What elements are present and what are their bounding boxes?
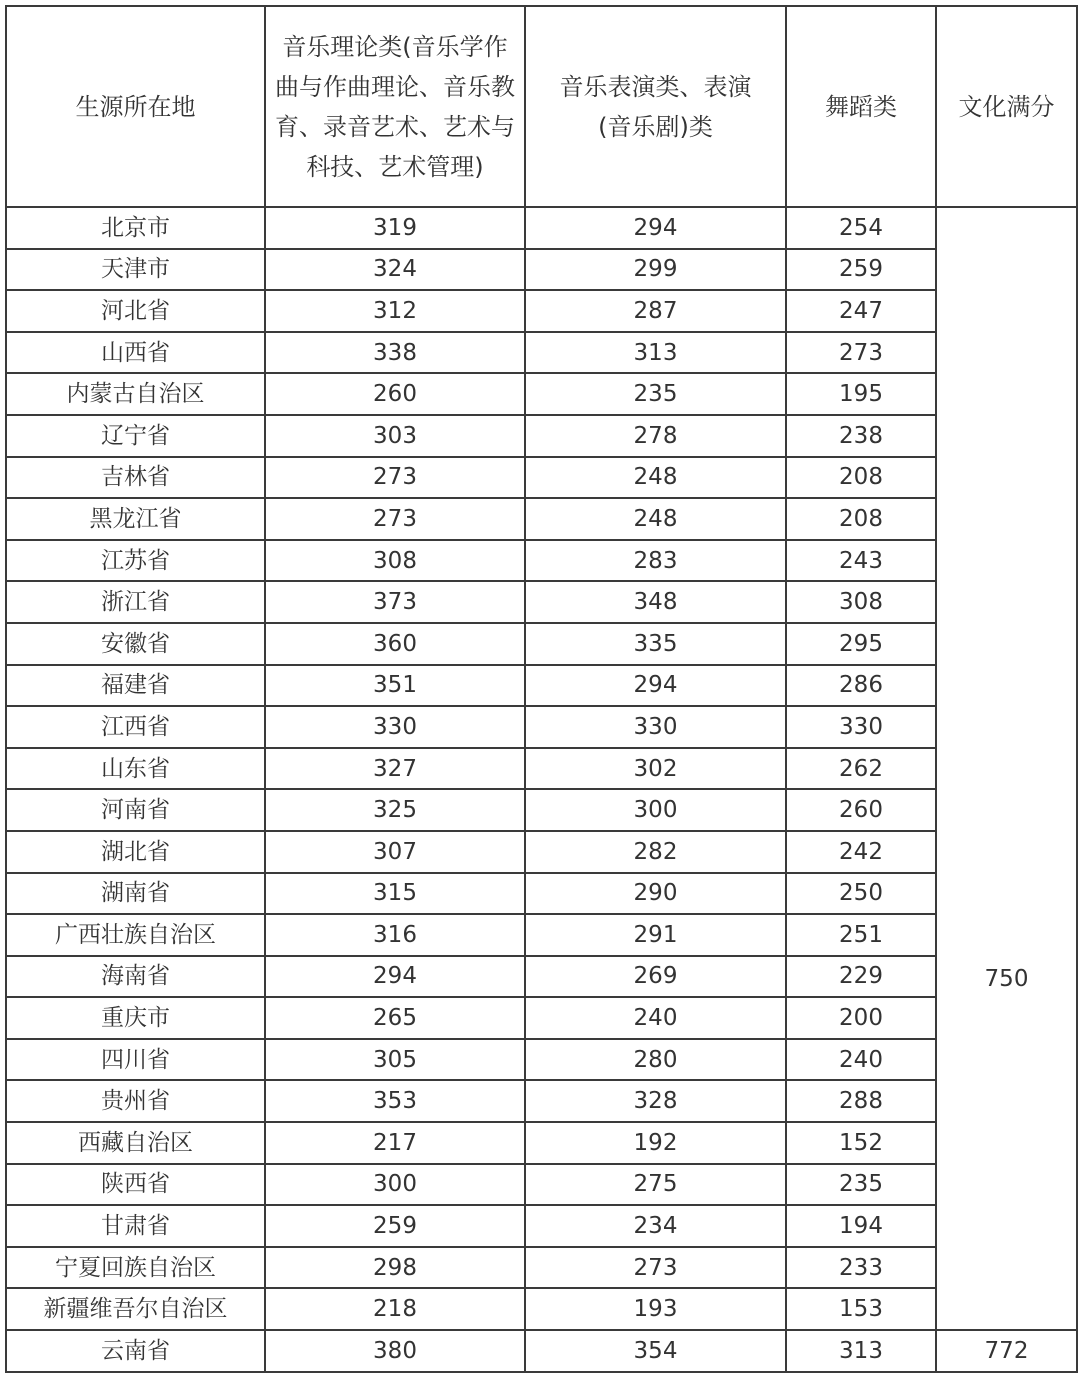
- cell-region: 宁夏回族自治区: [6, 1247, 265, 1289]
- cell-region: 海南省: [6, 956, 265, 998]
- cell-region: 天津市: [6, 249, 265, 291]
- cell-performance: 248: [525, 498, 786, 540]
- table-row: [6, 956, 1077, 998]
- cell-region: 浙江省: [6, 581, 265, 623]
- cell-theory: 353: [265, 1080, 525, 1122]
- cell-theory: 217: [265, 1122, 525, 1164]
- cell-dance: 308: [786, 581, 936, 623]
- cell-theory: 312: [265, 290, 525, 332]
- cell-dance: 259: [786, 249, 936, 291]
- cell-dance: 200: [786, 997, 936, 1039]
- table-row: [6, 873, 1077, 915]
- table-row: [6, 498, 1077, 540]
- table-row: [6, 1164, 1077, 1206]
- cell-theory: 260: [265, 373, 525, 415]
- cell-performance: 193: [525, 1288, 786, 1330]
- cell-dance: 251: [786, 914, 936, 956]
- cell-theory: 373: [265, 581, 525, 623]
- cell-theory: 338: [265, 332, 525, 374]
- cell-performance: 290: [525, 873, 786, 915]
- cell-dance: 286: [786, 665, 936, 707]
- cell-dance: 250: [786, 873, 936, 915]
- table-row: [6, 1330, 1077, 1372]
- table-row: [6, 1122, 1077, 1164]
- cell-performance: 302: [525, 748, 786, 790]
- cell-performance: 335: [525, 623, 786, 665]
- cell-theory: 315: [265, 873, 525, 915]
- header-row: [6, 6, 1077, 207]
- cell-performance: 280: [525, 1039, 786, 1081]
- cell-dance: 235: [786, 1164, 936, 1206]
- table-row: [6, 373, 1077, 415]
- table-row: [6, 249, 1077, 291]
- cell-dance: 295: [786, 623, 936, 665]
- cell-dance: 152: [786, 1122, 936, 1164]
- cell-performance: 248: [525, 457, 786, 499]
- cell-theory: 325: [265, 789, 525, 831]
- cell-theory: 308: [265, 540, 525, 582]
- table-row: [6, 748, 1077, 790]
- cell-dance: 243: [786, 540, 936, 582]
- cell-region: 贵州省: [6, 1080, 265, 1122]
- cell-performance: 278: [525, 415, 786, 457]
- table-body: [6, 207, 1077, 1372]
- cell-theory: 303: [265, 415, 525, 457]
- cell-dance: 260: [786, 789, 936, 831]
- table-row: [6, 1247, 1077, 1289]
- cell-dance: 195: [786, 373, 936, 415]
- cell-region: 云南省: [6, 1330, 265, 1372]
- header-theory: 音乐理论类(音乐学作曲与作曲理论、音乐教育、录音艺术、艺术与科技、艺术管理): [265, 6, 525, 207]
- cell-performance: 275: [525, 1164, 786, 1206]
- cell-region: 湖北省: [6, 831, 265, 873]
- cell-theory: 307: [265, 831, 525, 873]
- cell-performance: 283: [525, 540, 786, 582]
- table-row: [6, 1039, 1077, 1081]
- cell-theory: 319: [265, 207, 525, 249]
- cell-region: 吉林省: [6, 457, 265, 499]
- table-row: [6, 831, 1077, 873]
- header-region: 生源所在地: [6, 6, 265, 207]
- cell-region: 黑龙江省: [6, 498, 265, 540]
- cell-dance: 247: [786, 290, 936, 332]
- cell-theory: 380: [265, 1330, 525, 1372]
- cell-theory: 273: [265, 498, 525, 540]
- table-row: [6, 290, 1077, 332]
- table-row: [6, 415, 1077, 457]
- table-row: [6, 789, 1077, 831]
- cell-dance: 238: [786, 415, 936, 457]
- cell-performance: 269: [525, 956, 786, 998]
- cell-theory: 300: [265, 1164, 525, 1206]
- cell-region: 山西省: [6, 332, 265, 374]
- cell-performance: 354: [525, 1330, 786, 1372]
- cell-region: 河南省: [6, 789, 265, 831]
- header-culture-full: 文化满分: [936, 6, 1077, 207]
- cell-region: 西藏自治区: [6, 1122, 265, 1164]
- cell-theory: 305: [265, 1039, 525, 1081]
- cell-performance: 330: [525, 706, 786, 748]
- table-row: [6, 207, 1077, 249]
- cell-region: 甘肃省: [6, 1205, 265, 1247]
- cell-performance: 273: [525, 1247, 786, 1289]
- table-row: [6, 1080, 1077, 1122]
- cell-performance: 240: [525, 997, 786, 1039]
- cell-region: 新疆维吾尔自治区: [6, 1288, 265, 1330]
- cell-theory: 265: [265, 997, 525, 1039]
- cell-region: 陕西省: [6, 1164, 265, 1206]
- cell-dance: 273: [786, 332, 936, 374]
- table-row: [6, 914, 1077, 956]
- cell-region: 山东省: [6, 748, 265, 790]
- table-row: [6, 665, 1077, 707]
- cell-performance: 294: [525, 207, 786, 249]
- cell-theory: 327: [265, 748, 525, 790]
- cell-performance: 294: [525, 665, 786, 707]
- cell-theory: 273: [265, 457, 525, 499]
- cell-performance: 348: [525, 581, 786, 623]
- table-row: [6, 623, 1077, 665]
- cell-theory: 294: [265, 956, 525, 998]
- cell-region: 重庆市: [6, 997, 265, 1039]
- cell-theory: 218: [265, 1288, 525, 1330]
- table-row: [6, 997, 1077, 1039]
- cell-theory: 324: [265, 249, 525, 291]
- cell-dance: 194: [786, 1205, 936, 1247]
- header-performance: 音乐表演类、表演(音乐剧)类: [525, 6, 786, 207]
- cell-theory: 316: [265, 914, 525, 956]
- cell-dance: 288: [786, 1080, 936, 1122]
- cell-region: 广西壮族自治区: [6, 914, 265, 956]
- cell-performance: 291: [525, 914, 786, 956]
- cell-culture-full-merged: 750: [936, 207, 1077, 1330]
- cell-theory: 351: [265, 665, 525, 707]
- cell-dance: 233: [786, 1247, 936, 1289]
- cell-performance: 328: [525, 1080, 786, 1122]
- table-row: [6, 332, 1077, 374]
- cell-culture-full-yunnan: 772: [936, 1330, 1077, 1372]
- cell-dance: 242: [786, 831, 936, 873]
- cell-region: 江苏省: [6, 540, 265, 582]
- cell-performance: 300: [525, 789, 786, 831]
- cell-performance: 234: [525, 1205, 786, 1247]
- cell-performance: 192: [525, 1122, 786, 1164]
- cell-performance: 287: [525, 290, 786, 332]
- cell-region: 四川省: [6, 1039, 265, 1081]
- table-row: [6, 1205, 1077, 1247]
- cell-performance: 235: [525, 373, 786, 415]
- cell-dance: 208: [786, 498, 936, 540]
- cell-region: 内蒙古自治区: [6, 373, 265, 415]
- cell-region: 北京市: [6, 207, 265, 249]
- cell-dance: 240: [786, 1039, 936, 1081]
- table-row: [6, 457, 1077, 499]
- cell-theory: 330: [265, 706, 525, 748]
- table-row: [6, 581, 1077, 623]
- cell-region: 辽宁省: [6, 415, 265, 457]
- table-header: [6, 6, 1077, 207]
- cell-dance: 313: [786, 1330, 936, 1372]
- cell-region: 湖南省: [6, 873, 265, 915]
- score-table: [5, 5, 1078, 1373]
- cell-theory: 360: [265, 623, 525, 665]
- cell-dance: 153: [786, 1288, 936, 1330]
- cell-region: 河北省: [6, 290, 265, 332]
- cell-dance: 262: [786, 748, 936, 790]
- cell-dance: 254: [786, 207, 936, 249]
- cell-theory: 259: [265, 1205, 525, 1247]
- header-dance: 舞蹈类: [786, 6, 936, 207]
- cell-region: 安徽省: [6, 623, 265, 665]
- cell-performance: 282: [525, 831, 786, 873]
- table-row: [6, 1288, 1077, 1330]
- table-row: [6, 540, 1077, 582]
- cell-theory: 298: [265, 1247, 525, 1289]
- table-row: [6, 706, 1077, 748]
- cell-region: 江西省: [6, 706, 265, 748]
- cell-dance: 208: [786, 457, 936, 499]
- cell-performance: 299: [525, 249, 786, 291]
- cell-dance: 229: [786, 956, 936, 998]
- cell-region: 福建省: [6, 665, 265, 707]
- cell-dance: 330: [786, 706, 936, 748]
- cell-performance: 313: [525, 332, 786, 374]
